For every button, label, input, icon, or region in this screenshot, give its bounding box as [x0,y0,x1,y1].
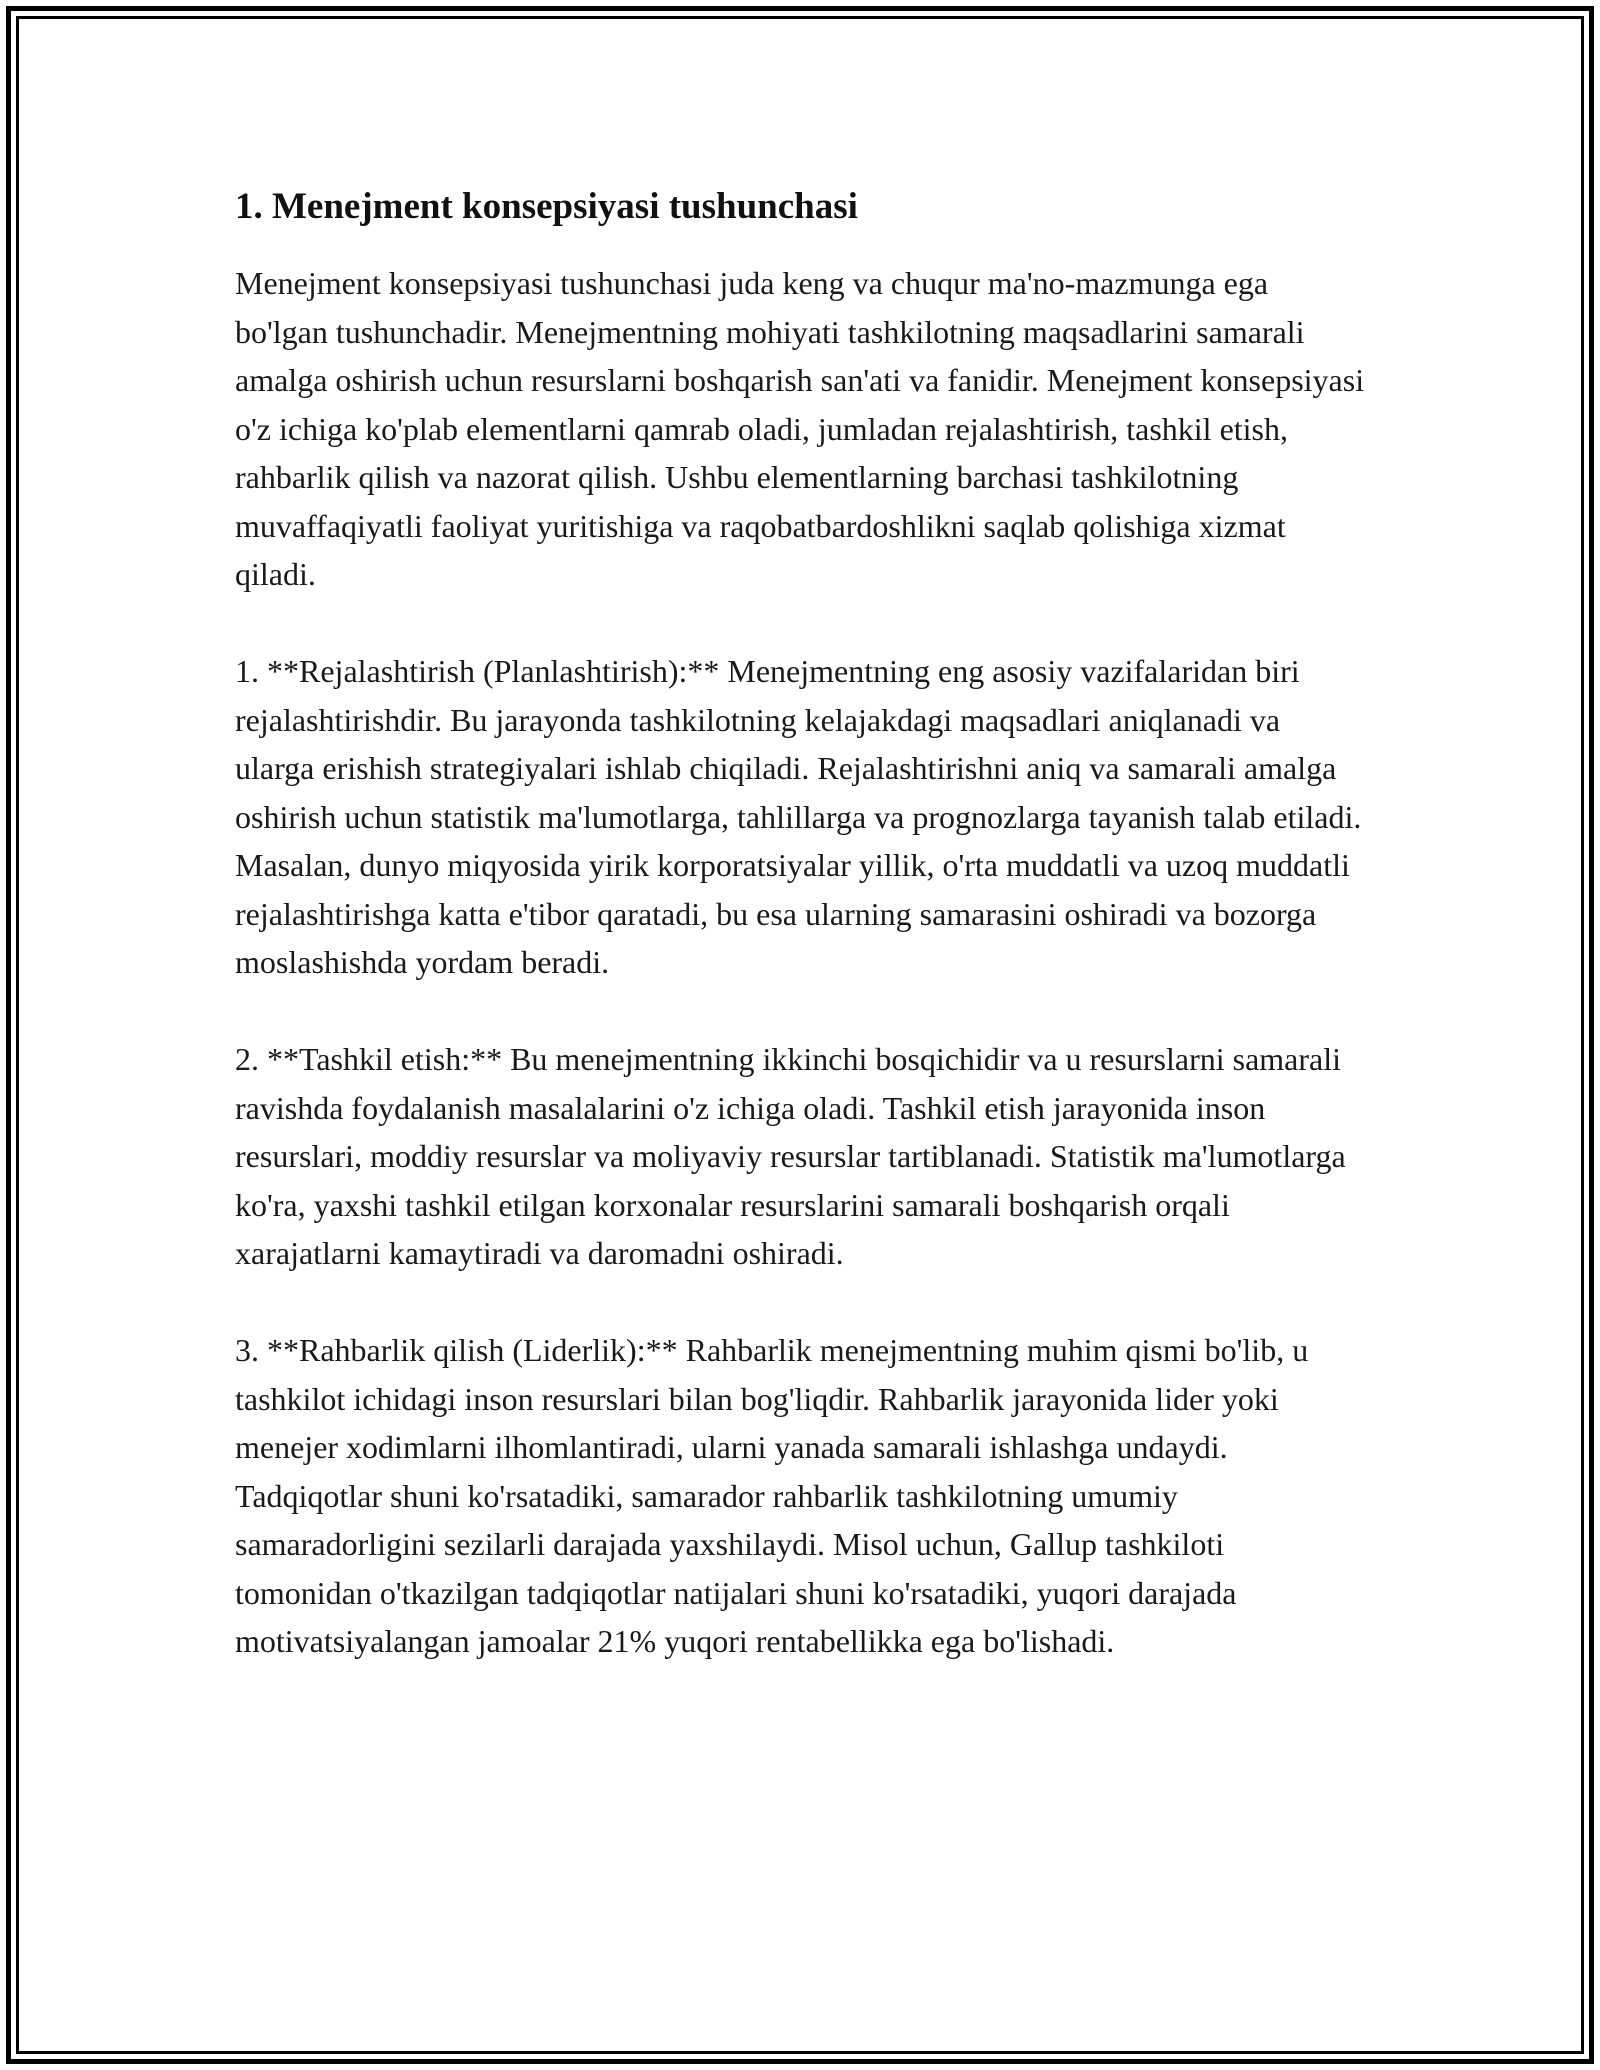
leadership-paragraph: 3. **Rahbarlik qilish (Liderlik):** Rahbarlik menejmentning muhim qismi bo'lib, u tashkilot ichidagi inson resurslari bilan bog'liqdir. Rahbarlik jarayonida lider yoki menejer xodimlarni ilhomlantiradi, ularni yanada samarali ishlashga undaydi. Tadqiqotlar shuni ko'rsatadiki, samarador rahbarlik tashkilotning umumiy samaradorligini sezilarli darajada yaxshilaydi. Misol uchun, Gallup tashkiloti tomonidan o'tkazilgan tadqiqotlar natijalari shuni ko'rsatadiki, yuqori darajada motivatsiyalangan jamoalar 21% yuqori rentabellikka ega bo'lishadi. [235,1332,1309,1660]
planning-paragraph: 1. **Rejalashtirish (Planlashtirish):** Menejmentning eng asosiy vazifalaridan biri rejalashtirishdir. Bu jarayonda tashkilotning kelajakdagi maqsadlari aniqlanadi va ularga erishish strategiyalari ishlab chiqiladi. Rejalashtirishni aniq va samarali amalga oshirish uchun statistik ma'lumotlarga, tahlillarga va prognozlarga tayanish talab etiladi. Masalan, dunyo miqyosida yirik korporatsiyalar yillik, o'rta muddatli va uzoq muddatli rejalashtirishga katta e'tibor qaratadi, bu esa ularning samarasini oshiradi va bozorga moslashishda yordam beradi. [235,653,1362,981]
intro-paragraph: Menejment konsepsiyasi tushunchasi juda keng va chuqur ma'no-mazmunga ega bo'lgan tushunchadir. Menejmentning mohiyati tashkilotning maqsadlarini samarali amalga oshirish uchun resurslarni boshqarish san'ati va fanidir. Menejment konsepsiyasi o'z ichiga ko'plab elementlarni qamrab oladi, jumladan rejalashtirish, tashkil etish, rahbarlik qilish va nazorat qilish. Ushbu elementlarning barchasi tashkilotning muvaffaqiyatli faoliyat yuritishiga va raqobatbardoshlikni saqlab qolishiga xizmat qiladi. [235,265,1365,593]
organizing-paragraph: 2. **Tashkil etish:** Bu menejmentning ikkinchi bosqichidir va u resurslarni samarali ravishda foydalanish masalalarini o'z ichiga oladi. Tashkil etish jarayonida inson resurslari, moddiy resurslar va moliyaviy resurslar tartiblanadi. Statistik ma'lumotlarga ko'ra, yaxshi tashkil etilgan korxonalar resurslarini samarali boshqarish orqali xarajatlarni kamaytiradi va daromadni oshiradi. [235,1041,1346,1272]
section-heading: 1. Menejment konsepsiyasi tushunchasi [235,186,858,227]
document-body [235,185,1365,1714]
